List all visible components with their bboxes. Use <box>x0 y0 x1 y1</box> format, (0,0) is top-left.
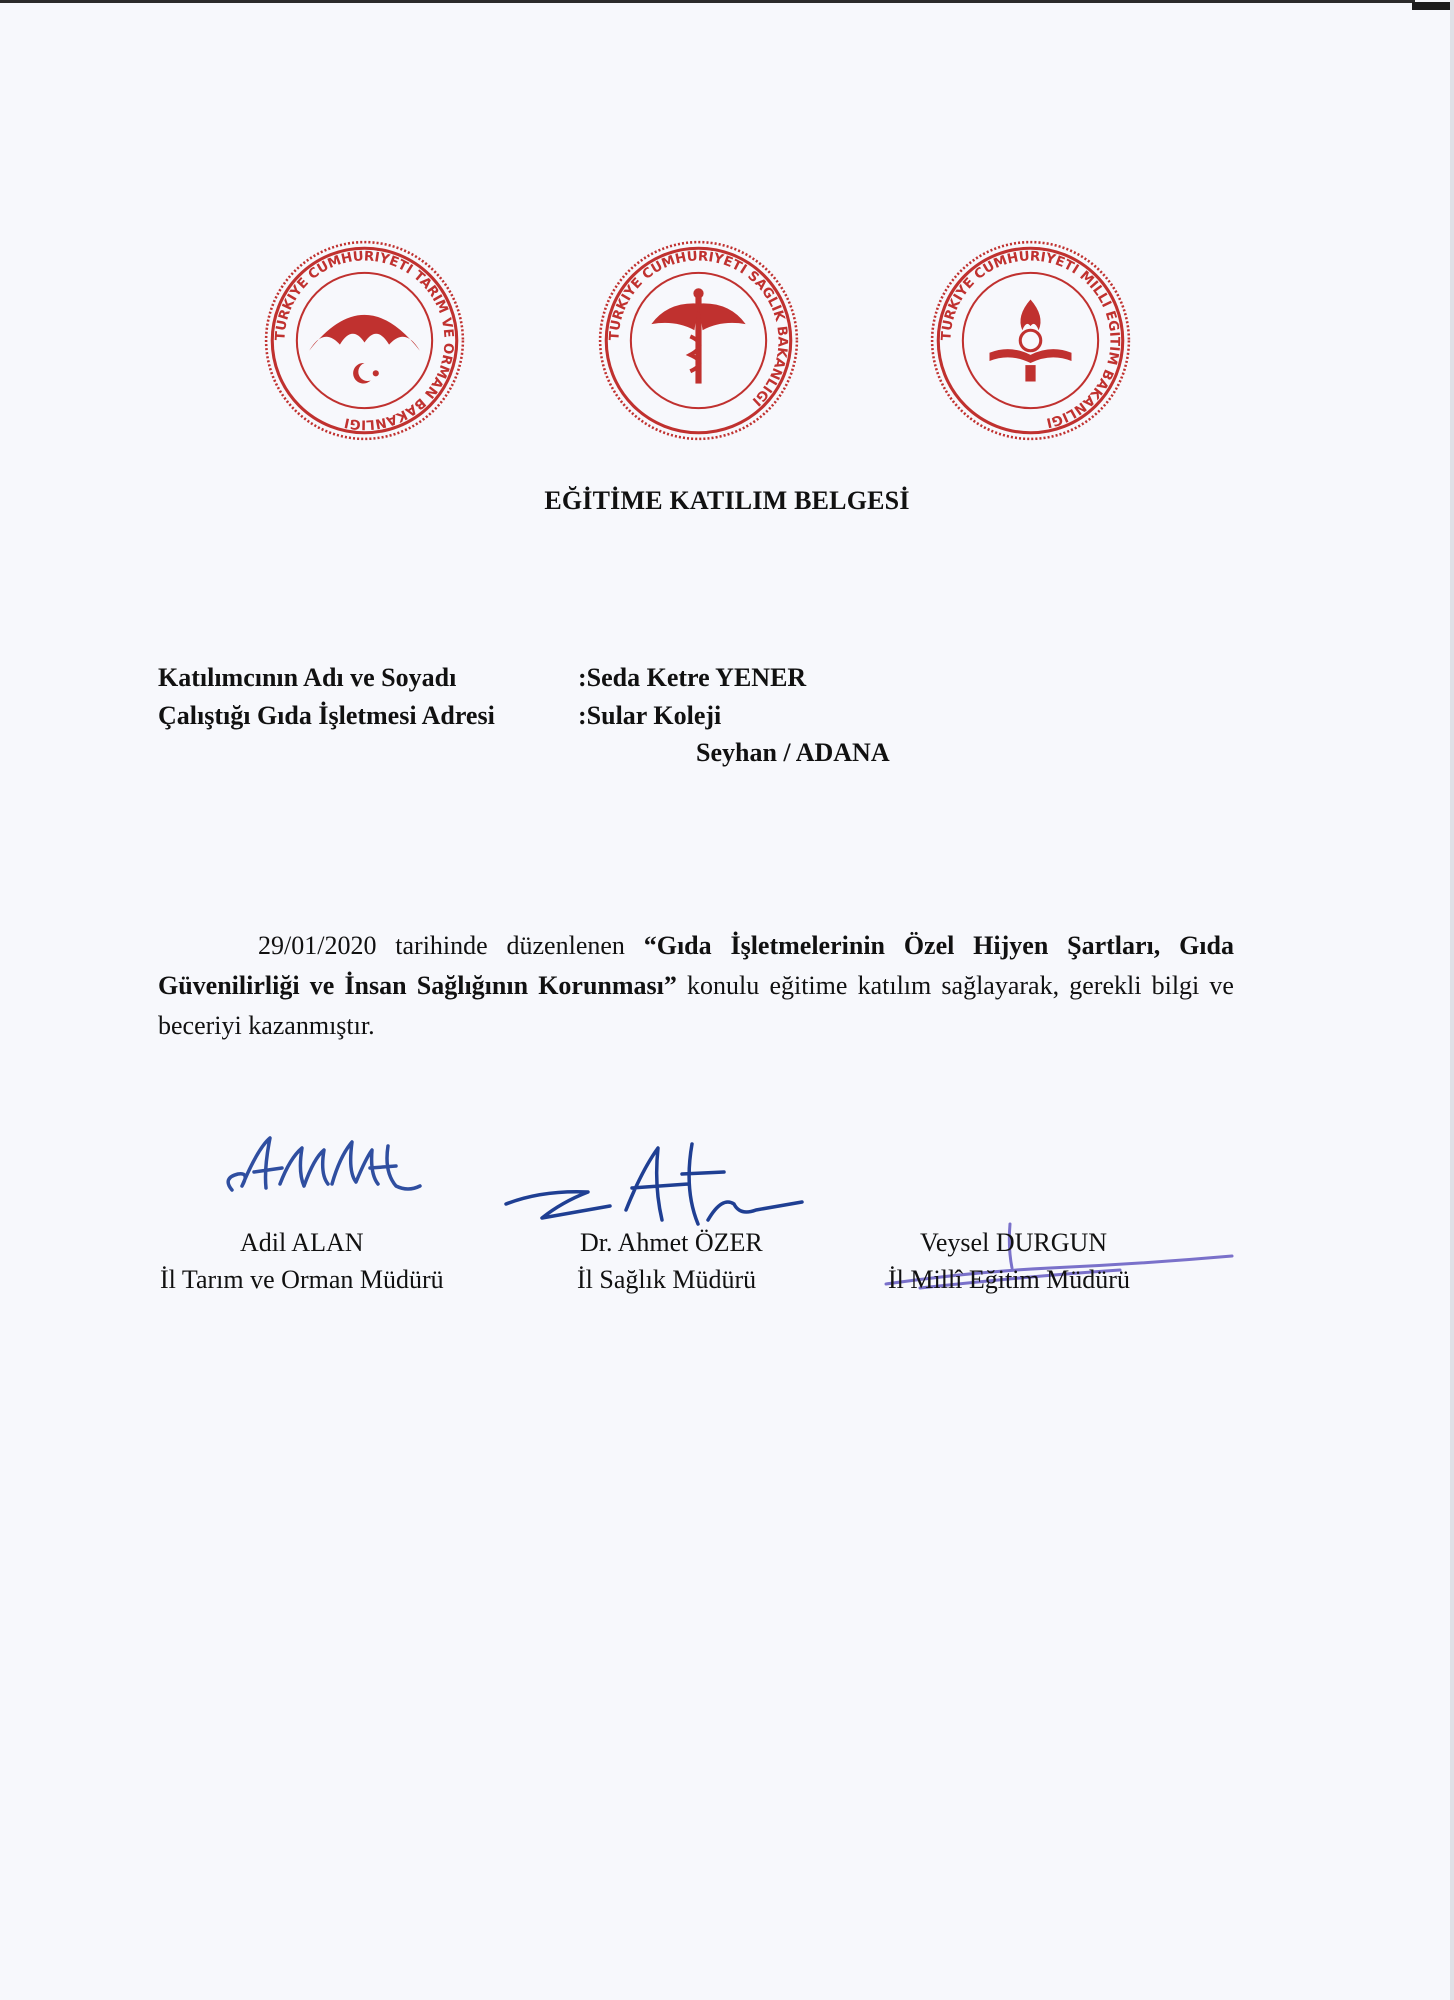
signature-ahmet-ozer <box>502 1140 812 1240</box>
business-address-value: :Sular Koleji <box>578 701 722 730</box>
ministry-health-seal-icon <box>596 238 801 443</box>
signatory-1-title: İl Tarım ve Orman Müdürü <box>160 1265 444 1294</box>
signature-image-1 <box>220 1128 430 1208</box>
signatory-2-name: Dr. Ahmet ÖZER <box>580 1228 763 1257</box>
business-address-line2: Seyhan / ADANA <box>696 738 890 767</box>
education-ministry-seal <box>928 238 1133 443</box>
body-text-before: tarihinde düzenlenen <box>376 931 644 960</box>
ministry-national-education-seal-icon <box>928 238 1133 443</box>
signature-image-2 <box>502 1140 812 1240</box>
ministry-agriculture-forestry-seal-icon <box>262 238 467 443</box>
svg-text:TÜRKİYE CUMHURİYETİ TARIM VE O: TÜRKİYE CUMHURİYETİ TARIM VE ORMAN BAKANLIĞI <box>273 249 456 432</box>
certificate-body <box>158 926 1234 1046</box>
training-date: 29/01/2020 <box>258 931 377 960</box>
signatory-1-name: Adil ALAN <box>240 1228 364 1257</box>
svg-text:TÜRKİYE CUMHURİYETİ SAĞLIK BAK: TÜRKİYE CUMHURİYETİ SAĞLIK BAKANLIĞI <box>607 249 790 409</box>
health-ministry-seal <box>596 238 801 443</box>
signatory-3-title: İl Millî Eğitim Müdürü <box>888 1265 1130 1294</box>
signatory-3-name: Veysel DURGUN <box>920 1228 1108 1257</box>
signature-adil-alan <box>220 1128 430 1208</box>
agriculture-ministry-seal <box>262 238 467 443</box>
business-address-row <box>0 701 1454 735</box>
svg-text:TÜRKİYE CUMHURİYETİ MİLLİ EĞİT: TÜRKİYE CUMHURİYETİ MİLLİ EĞİTİM BAKANLIĞI <box>939 249 1122 430</box>
scan-right-edge <box>1450 0 1454 2000</box>
participant-name-row <box>0 663 1454 697</box>
business-address-label: Çalıştığı Gıda İşletmesi Adresi <box>158 701 495 730</box>
certificate-title: EĞİTİME KATILIM BELGESİ <box>544 486 910 515</box>
participant-name-label: Katılımcının Adı ve Soyadı <box>158 663 457 692</box>
body-text-after: konulu eğitime katılım sağlayarak, gerekli bilgi ve beceriyi kazanmıştır. <box>158 971 1234 1040</box>
scan-corner-mark <box>1412 2 1454 10</box>
certificate-body-paragraph <box>158 926 1234 1046</box>
participant-name-value: :Seda Ketre YENER <box>578 663 807 692</box>
signatory-2-title: İl Sağlık Müdürü <box>577 1265 757 1294</box>
scan-top-border <box>0 0 1415 3</box>
course-title: “Gıda İşletmelerinin Özel Hijyen Şartları, Gıda Güvenilirliği ve İnsan Sağlığının Korunması” <box>158 931 1234 1000</box>
